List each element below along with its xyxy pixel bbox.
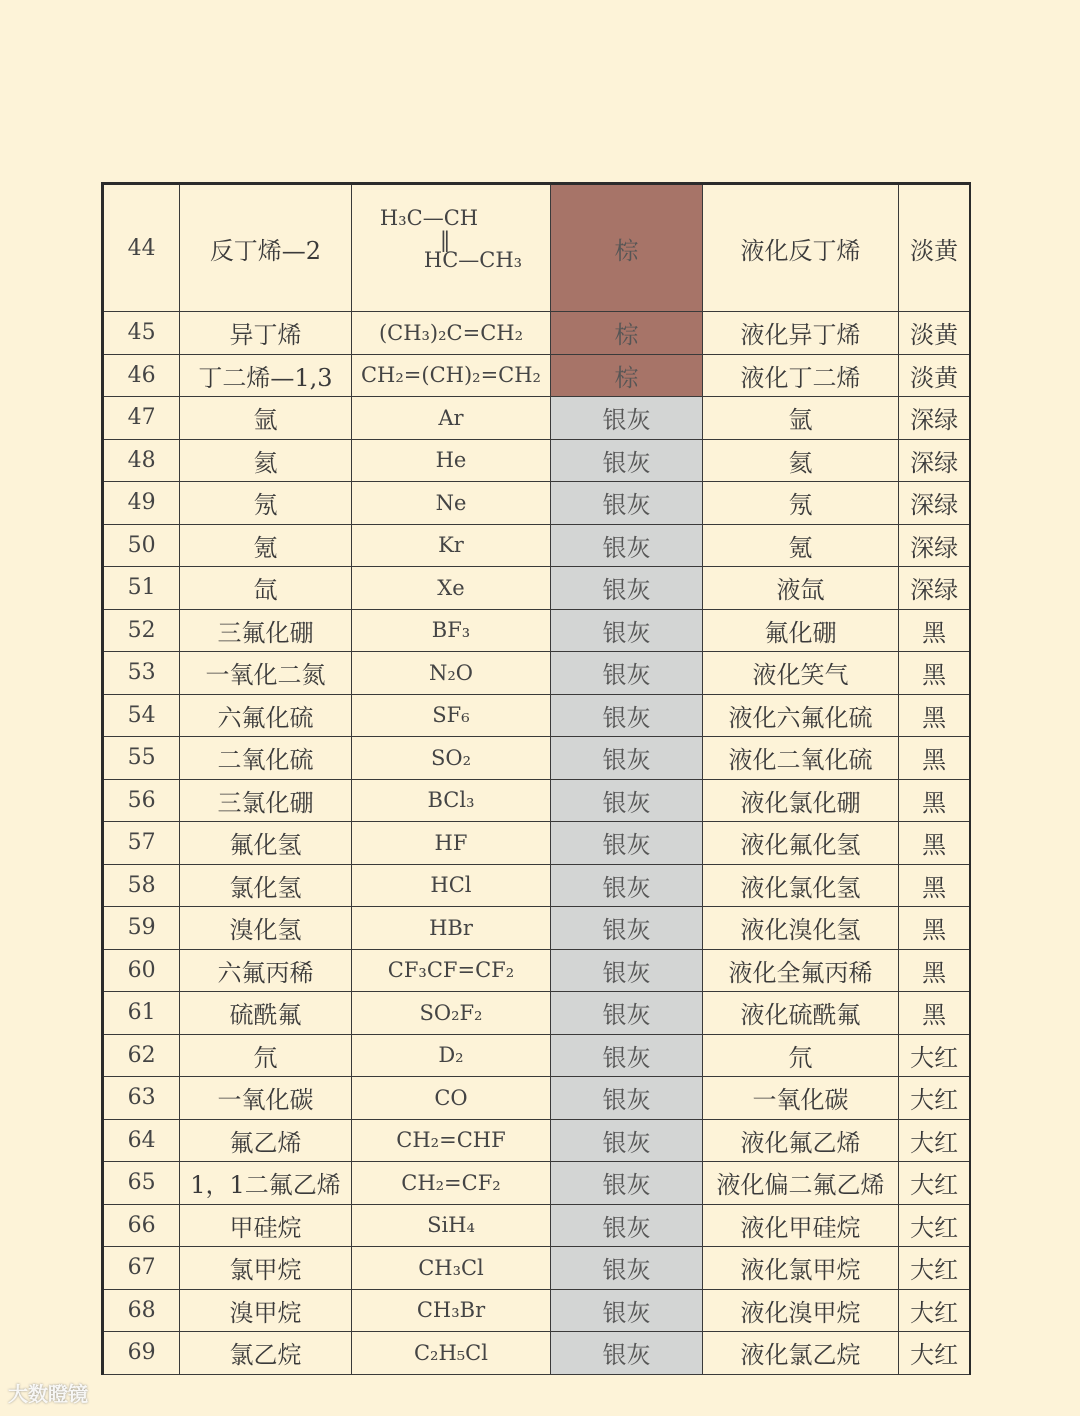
table-row <box>103 779 971 822</box>
formula-cell: CH₂=CHF <box>351 1119 551 1162</box>
label-text-cell: 液化氯化氢 <box>702 864 899 907</box>
table-row <box>103 524 971 567</box>
formula-cell: HF <box>351 822 551 865</box>
row-number-cell: 48 <box>103 439 180 482</box>
formula-cell: C₂H₅Cl <box>351 1332 551 1375</box>
label-text-cell: 液化反丁烯 <box>702 184 899 312</box>
body-color-cell: 银灰 <box>551 1332 702 1375</box>
body-color-cell: 银灰 <box>551 1077 702 1120</box>
label-text-cell: 液氙 <box>702 567 899 610</box>
text-color-cell: 大红 <box>899 1119 970 1162</box>
label-text-cell: 液化溴化氢 <box>702 907 899 950</box>
formula-cell: D₂ <box>351 1034 551 1077</box>
gas-name-cell: 三氟化硼 <box>180 609 351 652</box>
formula-cell: CH₃Br <box>351 1289 551 1332</box>
label-text-cell: 液化异丁烯 <box>702 312 899 355</box>
gas-name-cell: 氟乙烯 <box>180 1119 351 1162</box>
gas-name-cell: 氘 <box>180 1034 351 1077</box>
row-number-cell: 62 <box>103 1034 180 1077</box>
body-color-cell: 棕 <box>551 184 702 312</box>
text-color-cell: 黑 <box>899 949 970 992</box>
text-color-cell: 淡黄 <box>899 354 970 397</box>
label-text-cell: 液化笑气 <box>702 652 899 695</box>
body-color-cell: 银灰 <box>551 992 702 1035</box>
text-color-cell: 大红 <box>899 1034 970 1077</box>
gas-name-cell: 溴甲烷 <box>180 1289 351 1332</box>
row-number-cell: 58 <box>103 864 180 907</box>
gas-name-cell: 三氯化硼 <box>180 779 351 822</box>
text-color-cell: 大红 <box>899 1204 970 1247</box>
row-number-cell: 51 <box>103 567 180 610</box>
row-number-cell: 54 <box>103 694 180 737</box>
body-color-cell: 银灰 <box>551 949 702 992</box>
body-color-cell: 棕 <box>551 354 702 397</box>
gas-name-cell: 氯甲烷 <box>180 1247 351 1290</box>
formula-cell: (CH₃)₂C=CH₂ <box>351 312 551 355</box>
label-text-cell: 氦 <box>702 439 899 482</box>
gas-cylinder-color-table-wrapper <box>101 182 971 1375</box>
row-number-cell: 52 <box>103 609 180 652</box>
table-row <box>103 439 971 482</box>
gas-name-cell: 氖 <box>180 482 351 525</box>
formula-cell: SO₂F₂ <box>351 992 551 1035</box>
structure-line1: H₃C—CH <box>379 206 479 231</box>
row-number-cell: 53 <box>103 652 180 695</box>
gas-name-cell: 氯化氢 <box>180 864 351 907</box>
row-number-cell: 55 <box>103 737 180 780</box>
table-row <box>103 482 971 525</box>
formula-cell: SiH₄ <box>351 1204 551 1247</box>
formula-cell: Ne <box>351 482 551 525</box>
row-number-cell: 47 <box>103 397 180 440</box>
row-number-cell: 60 <box>103 949 180 992</box>
gas-name-cell: 1，1二氟乙烯 <box>180 1162 351 1205</box>
text-color-cell: 深绿 <box>899 567 970 610</box>
structure-line2: ‖ <box>439 227 451 252</box>
label-text-cell: 氪 <box>702 524 899 567</box>
formula-cell: CH₂=(CH)₂=CH₂ <box>351 354 551 397</box>
body-color-cell: 银灰 <box>551 1204 702 1247</box>
formula-cell: CH₃Cl <box>351 1247 551 1290</box>
row-number-cell: 49 <box>103 482 180 525</box>
gas-name-cell: 六氟丙稀 <box>180 949 351 992</box>
gas-name-cell: 异丁烯 <box>180 312 351 355</box>
table-row <box>103 949 971 992</box>
gas-name-cell: 硫酰氟 <box>180 992 351 1035</box>
table-row <box>103 864 971 907</box>
table-row <box>103 694 971 737</box>
body-color-cell: 银灰 <box>551 652 702 695</box>
body-color-cell: 银灰 <box>551 397 702 440</box>
table-row <box>103 312 971 355</box>
structural-formula <box>380 207 522 272</box>
text-color-cell: 黑 <box>899 822 970 865</box>
text-color-cell: 黑 <box>899 737 970 780</box>
table-row <box>103 652 971 695</box>
text-color-cell: 黑 <box>899 907 970 950</box>
table-row <box>103 1247 971 1290</box>
formula-cell: BCl₃ <box>351 779 551 822</box>
text-color-cell: 黑 <box>899 609 970 652</box>
row-number-cell: 66 <box>103 1204 180 1247</box>
text-color-cell: 大红 <box>899 1162 970 1205</box>
row-number-cell: 44 <box>103 184 180 312</box>
label-text-cell: 液化二氧化硫 <box>702 737 899 780</box>
table-row <box>103 567 971 610</box>
label-text-cell: 液化甲硅烷 <box>702 1204 899 1247</box>
formula-cell: CO <box>351 1077 551 1120</box>
body-color-cell: 银灰 <box>551 737 702 780</box>
watermark-logo: 大数瞪镜 <box>8 1382 88 1406</box>
label-text-cell: 液化氯化硼 <box>702 779 899 822</box>
gas-name-cell: 丁二烯—1,3 <box>180 354 351 397</box>
table-row <box>103 1332 971 1375</box>
table-row <box>103 1034 971 1077</box>
text-color-cell: 淡黄 <box>899 312 970 355</box>
row-number-cell: 56 <box>103 779 180 822</box>
body-color-cell: 银灰 <box>551 779 702 822</box>
row-number-cell: 65 <box>103 1162 180 1205</box>
table-row <box>103 1119 971 1162</box>
gas-name-cell: 一氧化碳 <box>180 1077 351 1120</box>
body-color-cell: 银灰 <box>551 609 702 652</box>
label-text-cell: 液化丁二烯 <box>702 354 899 397</box>
text-color-cell: 黑 <box>899 779 970 822</box>
text-color-cell: 大红 <box>899 1332 970 1375</box>
table-row <box>103 1289 971 1332</box>
body-color-cell: 银灰 <box>551 439 702 482</box>
formula-cell <box>351 184 551 312</box>
label-text-cell: 液化硫酰氟 <box>702 992 899 1035</box>
gas-name-cell: 反丁烯—2 <box>180 184 351 312</box>
formula-cell: BF₃ <box>351 609 551 652</box>
row-number-cell: 59 <box>103 907 180 950</box>
body-color-cell: 银灰 <box>551 1289 702 1332</box>
label-text-cell: 液化偏二氟乙烯 <box>702 1162 899 1205</box>
table-row <box>103 907 971 950</box>
text-color-cell: 深绿 <box>899 524 970 567</box>
table-row <box>103 1077 971 1120</box>
label-text-cell: 氩 <box>702 397 899 440</box>
row-number-cell: 46 <box>103 354 180 397</box>
table-row <box>103 737 971 780</box>
gas-name-cell: 氙 <box>180 567 351 610</box>
body-color-cell: 银灰 <box>551 907 702 950</box>
label-text-cell: 氖 <box>702 482 899 525</box>
body-color-cell: 银灰 <box>551 567 702 610</box>
formula-cell: HCl <box>351 864 551 907</box>
formula-cell: Kr <box>351 524 551 567</box>
row-number-cell: 50 <box>103 524 180 567</box>
table-row <box>103 397 971 440</box>
label-text-cell: 液化氟乙烯 <box>702 1119 899 1162</box>
text-color-cell: 大红 <box>899 1289 970 1332</box>
structure-line3: HC—CH₃ <box>423 248 523 273</box>
formula-cell: SO₂ <box>351 737 551 780</box>
label-text-cell: 液化溴甲烷 <box>702 1289 899 1332</box>
body-color-cell: 银灰 <box>551 1119 702 1162</box>
gas-name-cell: 二氧化硫 <box>180 737 351 780</box>
body-color-cell: 银灰 <box>551 864 702 907</box>
row-number-cell: 64 <box>103 1119 180 1162</box>
body-color-cell: 棕 <box>551 312 702 355</box>
text-color-cell: 大红 <box>899 1247 970 1290</box>
formula-cell: CF₃CF=CF₂ <box>351 949 551 992</box>
text-color-cell: 黑 <box>899 992 970 1035</box>
table-row <box>103 822 971 865</box>
body-color-cell: 银灰 <box>551 1247 702 1290</box>
formula-cell: Xe <box>351 567 551 610</box>
label-text-cell: 液化氟化氢 <box>702 822 899 865</box>
gas-name-cell: 氪 <box>180 524 351 567</box>
body-color-cell: 银灰 <box>551 1162 702 1205</box>
table-row <box>103 609 971 652</box>
row-number-cell: 63 <box>103 1077 180 1120</box>
body-color-cell: 银灰 <box>551 524 702 567</box>
text-color-cell: 黑 <box>899 652 970 695</box>
text-color-cell: 深绿 <box>899 482 970 525</box>
gas-name-cell: 氯乙烷 <box>180 1332 351 1375</box>
text-color-cell: 黑 <box>899 694 970 737</box>
label-text-cell: 一氧化碳 <box>702 1077 899 1120</box>
row-number-cell: 69 <box>103 1332 180 1375</box>
label-text-cell: 氟化硼 <box>702 609 899 652</box>
gas-name-cell: 氟化氢 <box>180 822 351 865</box>
row-number-cell: 68 <box>103 1289 180 1332</box>
table-row <box>103 992 971 1035</box>
body-color-cell: 银灰 <box>551 694 702 737</box>
label-text-cell: 液化六氟化硫 <box>702 694 899 737</box>
text-color-cell: 黑 <box>899 864 970 907</box>
formula-cell: HBr <box>351 907 551 950</box>
gas-name-cell: 一氧化二氮 <box>180 652 351 695</box>
text-color-cell: 淡黄 <box>899 184 970 312</box>
label-text-cell: 液化氯乙烷 <box>702 1332 899 1375</box>
table-row <box>103 184 971 312</box>
formula-cell: He <box>351 439 551 482</box>
gas-name-cell: 氩 <box>180 397 351 440</box>
row-number-cell: 45 <box>103 312 180 355</box>
body-color-cell: 银灰 <box>551 1034 702 1077</box>
row-number-cell: 61 <box>103 992 180 1035</box>
text-color-cell: 深绿 <box>899 439 970 482</box>
formula-cell: N₂O <box>351 652 551 695</box>
gas-name-cell: 氦 <box>180 439 351 482</box>
table-body <box>103 184 971 1375</box>
formula-cell: CH₂=CF₂ <box>351 1162 551 1205</box>
label-text-cell: 氘 <box>702 1034 899 1077</box>
text-color-cell: 大红 <box>899 1077 970 1120</box>
row-number-cell: 67 <box>103 1247 180 1290</box>
table-row <box>103 1204 971 1247</box>
table-row <box>103 1162 971 1205</box>
gas-name-cell: 甲硅烷 <box>180 1204 351 1247</box>
gas-cylinder-color-table <box>101 182 971 1375</box>
formula-cell: Ar <box>351 397 551 440</box>
text-color-cell: 深绿 <box>899 397 970 440</box>
row-number-cell: 57 <box>103 822 180 865</box>
formula-cell: SF₆ <box>351 694 551 737</box>
body-color-cell: 银灰 <box>551 822 702 865</box>
gas-name-cell: 溴化氢 <box>180 907 351 950</box>
body-color-cell: 银灰 <box>551 482 702 525</box>
table-row <box>103 354 971 397</box>
label-text-cell: 液化氯甲烷 <box>702 1247 899 1290</box>
gas-name-cell: 六氟化硫 <box>180 694 351 737</box>
label-text-cell: 液化全氟丙稀 <box>702 949 899 992</box>
